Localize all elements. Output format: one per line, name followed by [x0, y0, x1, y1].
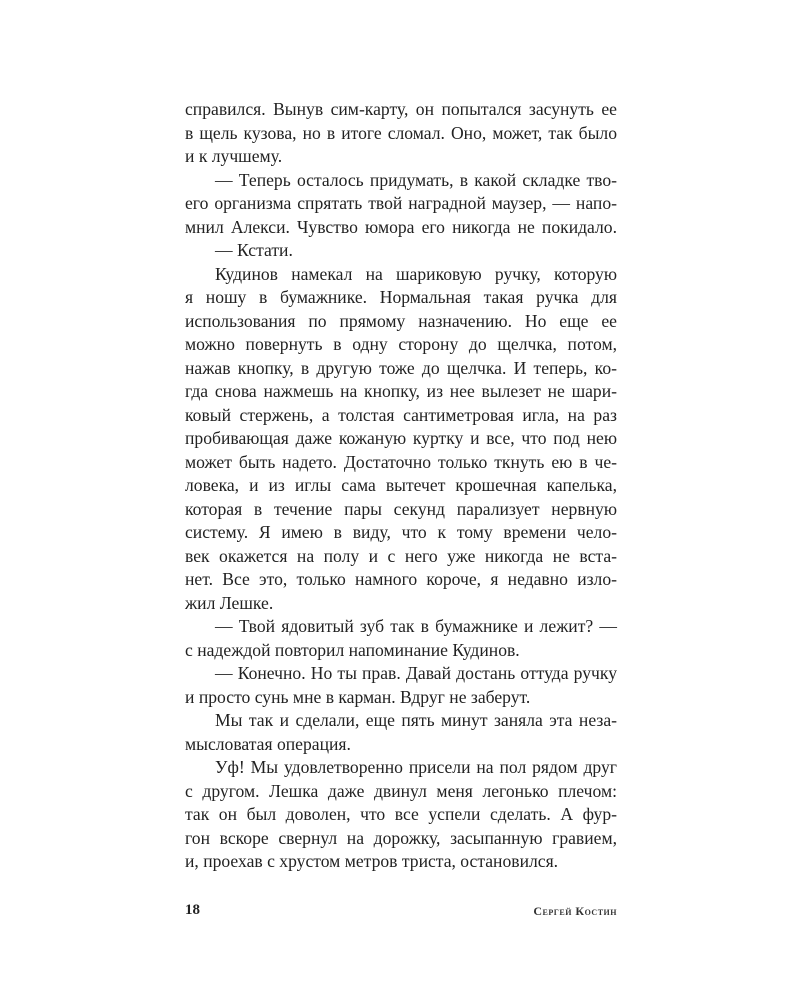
text-line: ловека, и из иглы сама вытечет крошечная капелька, — [185, 475, 617, 495]
text-line: — Конечно. Но ты прав. Давай достань оттуда ручку — [215, 663, 617, 683]
body-text — [185, 98, 617, 874]
text-line: Уф! Мы удовлетворенно присели на пол рядом друг — [215, 757, 617, 777]
text-line: ковый стержень, а толстая сантиметровая игла, на раз — [185, 404, 617, 425]
text-line: нет. Все это, только намного короче, я недавно изло- — [185, 569, 617, 589]
text-line: век окажется на полу и с него уже никогда не вста- — [185, 545, 617, 566]
text-line: в щель кузова, но в итоге сломал. Оно, может, так было — [185, 122, 617, 143]
text-line: Мы так и сделали, еще пять минут заняла эта неза- — [215, 710, 617, 730]
text-line: мнил Алекси. Чувство юмора его никогда не покидало. — [185, 216, 617, 237]
text-line: его организма спрятать твой наградной маузер, — напо- — [185, 193, 617, 213]
text-line: справился. Вынув сим-карту, он попытался засунуть ее — [185, 99, 617, 119]
text-line: жил Лешке. — [185, 592, 274, 613]
text-line: и, проехав с хрустом метров триста, остановился. — [185, 851, 559, 871]
text-line: с другом. Лешка даже двинул меня легонько плечом: — [185, 780, 617, 801]
text-line: — Твой ядовитый зуб так в бумажнике и лежит? — — [215, 616, 617, 636]
page-number: 18 — [185, 902, 200, 918]
text-line: я ношу в бумажнике. Нормальная такая ручка для — [185, 287, 617, 307]
text-line: и к лучшему. — [185, 146, 283, 166]
text-line: с надеждой повторил напоминание Кудинов. — [185, 639, 520, 660]
text-line: Кудинов намекал на шариковую ручку, которую — [215, 263, 617, 284]
text-line: которая в течение пары секунд парализует нервную — [185, 498, 617, 519]
text-line: гон вскоре свернул на дорожку, засыпанную гравием, — [185, 827, 617, 848]
text-line: гда снова нажмешь на кнопку, из нее вылезет не шари- — [185, 381, 617, 401]
page-footer — [185, 902, 617, 924]
text-line: и просто сунь мне в карман. Вдруг не заберут. — [185, 686, 531, 707]
text-line: мысловатая операция. — [185, 733, 351, 754]
text-line: можно повернуть в одну сторону до щелчка, потом, — [185, 334, 617, 354]
text-line: использования по прямому назначению. Но еще ее — [185, 310, 617, 331]
text-line: пробивающая даже кожаную куртку и все, что под нею — [185, 428, 617, 448]
text-line: систему. Я имею в виду, что к тому времени чело- — [185, 522, 617, 542]
text-line: — Теперь осталось придумать, в какой складке тво- — [215, 169, 617, 190]
text-line: так он был доволен, что все успели сделать. А фур- — [185, 804, 617, 824]
text-line: — Кстати. — [215, 240, 293, 260]
text-line: может быть надето. Достаточно только ткнуть ею в че- — [185, 451, 617, 472]
running-author: Сергей Костин — [533, 904, 617, 918]
text-line: нажав кнопку, в другую тоже до щелчка. И теперь, ко- — [185, 357, 617, 378]
